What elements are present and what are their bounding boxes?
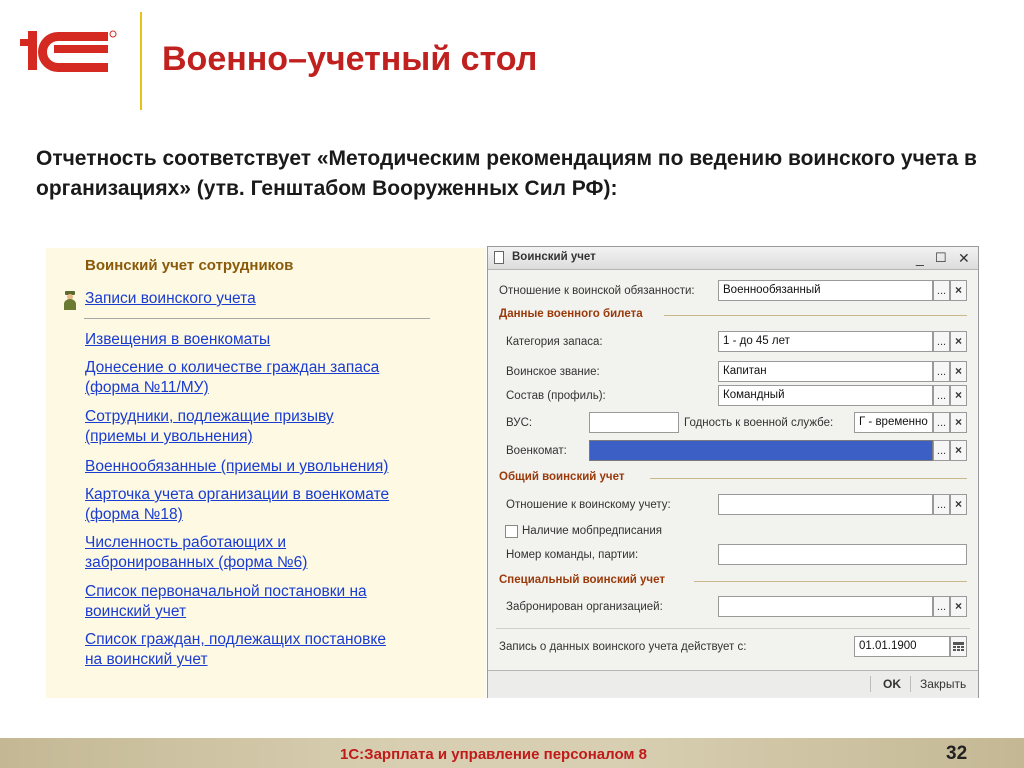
team-field[interactable]: [718, 544, 967, 565]
category-clear-button[interactable]: ×: [950, 331, 967, 352]
profile-label: Состав (профиль):: [506, 390, 606, 402]
duty-select-button[interactable]: ...: [933, 280, 950, 301]
link-liable[interactable]: Военнообязанные (приемы и увольнения): [85, 458, 389, 475]
rank-clear-button[interactable]: ×: [950, 361, 967, 382]
calendar-icon[interactable]: [950, 636, 967, 657]
panel-separator: [84, 318, 430, 319]
link-report-form11[interactable]: [85, 358, 379, 398]
link-line: забронированных (форма №6): [85, 554, 308, 571]
fitness-clear-button[interactable]: ×: [950, 412, 967, 433]
valid-from-date-field[interactable]: 01.01.1900: [854, 636, 950, 657]
section-line: [694, 581, 967, 582]
vus-field[interactable]: [589, 412, 679, 433]
divider: [496, 628, 970, 629]
section-special: Специальный воинский учет: [499, 574, 665, 586]
link-line: воинский учет: [85, 603, 187, 620]
section-general: Общий воинский учет: [499, 471, 625, 483]
attitude-clear-button[interactable]: ×: [950, 494, 967, 515]
minimize-icon[interactable]: _: [916, 250, 924, 266]
link-card-form18[interactable]: [85, 485, 389, 525]
commissariat-select-button[interactable]: ...: [933, 440, 950, 461]
section-line: [664, 315, 967, 316]
divider: [870, 676, 871, 692]
duty-label: Отношение к воинской обязанности:: [499, 285, 695, 297]
valid-from-label: Запись о данных воинского учета действует с:: [499, 641, 747, 653]
mob-label: Наличие мобпредписания: [522, 525, 663, 537]
mob-checkbox[interactable]: [505, 525, 518, 538]
rank-field[interactable]: Капитан: [718, 361, 933, 382]
reserved-field[interactable]: [718, 596, 933, 617]
fitness-label: Годность к военной службе:: [684, 417, 834, 429]
intro-text: Отчетность соответствует «Методическим рекомендациям по ведению воинского учета в организациях» (утв. Генштабом Вооруженных Сил РФ):: [36, 147, 977, 200]
link-headcount-form6[interactable]: [85, 533, 307, 573]
reserved-label: Забронирован организацией:: [506, 601, 663, 613]
commissariat-clear-button[interactable]: ×: [950, 440, 967, 461]
soldier-icon: [62, 290, 78, 310]
ok-button[interactable]: OK: [883, 677, 901, 691]
commissariat-label: Военкомат:: [506, 445, 567, 457]
header-divider: [140, 12, 142, 110]
link-line: (форма №11/МУ): [85, 379, 209, 396]
section-line: [650, 478, 967, 479]
link-line: Численность работающих и: [85, 534, 287, 551]
commissariat-field[interactable]: [589, 440, 933, 461]
document-icon: [494, 251, 504, 264]
profile-select-button[interactable]: ...: [933, 385, 950, 406]
vus-label: ВУС:: [506, 417, 533, 429]
window-footer: [488, 670, 978, 698]
category-field[interactable]: 1 - до 45 лет: [718, 331, 933, 352]
footer-product-name: 1С:Зарплата и управление персоналом 8: [340, 746, 648, 763]
attitude-field[interactable]: [718, 494, 933, 515]
duty-field[interactable]: Военнообязанный: [718, 280, 933, 301]
link-line: (приемы и увольнения): [85, 428, 253, 445]
profile-field[interactable]: Командный: [718, 385, 933, 406]
page-number: 32: [946, 743, 968, 764]
reserved-clear-button[interactable]: ×: [950, 596, 967, 617]
slide-title: Военно–учетный стол: [162, 40, 538, 78]
category-select-button[interactable]: ...: [933, 331, 950, 352]
link-line: Карточка учета организации в военкомате: [85, 486, 390, 503]
fitness-select-button[interactable]: ...: [933, 412, 950, 433]
link-citizens-registration[interactable]: [85, 630, 386, 670]
duty-clear-button[interactable]: ×: [950, 280, 967, 301]
rank-label: Воинское звание:: [506, 366, 600, 378]
link-line: Список граждан, подлежащих постановке: [85, 631, 386, 648]
fitness-field[interactable]: Г - временно: [854, 412, 933, 433]
section-ticket: Данные военного билета: [499, 308, 643, 320]
category-label: Категория запаса:: [506, 336, 603, 348]
rank-select-button[interactable]: ...: [933, 361, 950, 382]
team-label: Номер команды, партии:: [506, 549, 639, 561]
link-line: Список первоначальной постановки на: [85, 583, 367, 600]
window-titlebar[interactable]: [488, 247, 978, 270]
close-button[interactable]: Закрыть: [920, 677, 967, 691]
link-conscripts[interactable]: [85, 407, 334, 447]
military-record-window: [487, 246, 979, 698]
divider: [910, 676, 911, 692]
link-notices[interactable]: Извещения в военкоматы: [85, 331, 271, 348]
reserved-select-button[interactable]: ...: [933, 596, 950, 617]
attitude-label: Отношение к воинскому учету:: [506, 499, 671, 511]
attitude-select-button[interactable]: ...: [933, 494, 950, 515]
profile-clear-button[interactable]: ×: [950, 385, 967, 406]
maximize-icon[interactable]: ☐: [935, 250, 947, 265]
close-icon[interactable]: ✕: [958, 250, 970, 266]
link-line: Сотрудники, подлежащие призыву: [85, 408, 334, 425]
panel-heading: Воинский учет сотрудников: [85, 257, 294, 274]
link-line: на воинский учет: [85, 651, 208, 668]
link-military-records[interactable]: Записи воинского учета: [85, 290, 256, 307]
link-initial-registration[interactable]: [85, 582, 367, 622]
window-title: Воинский учет: [512, 251, 596, 263]
link-line: (форма №18): [85, 506, 183, 523]
link-line: Донесение о количестве граждан запаса: [85, 359, 380, 376]
1c-logo: [18, 28, 118, 78]
